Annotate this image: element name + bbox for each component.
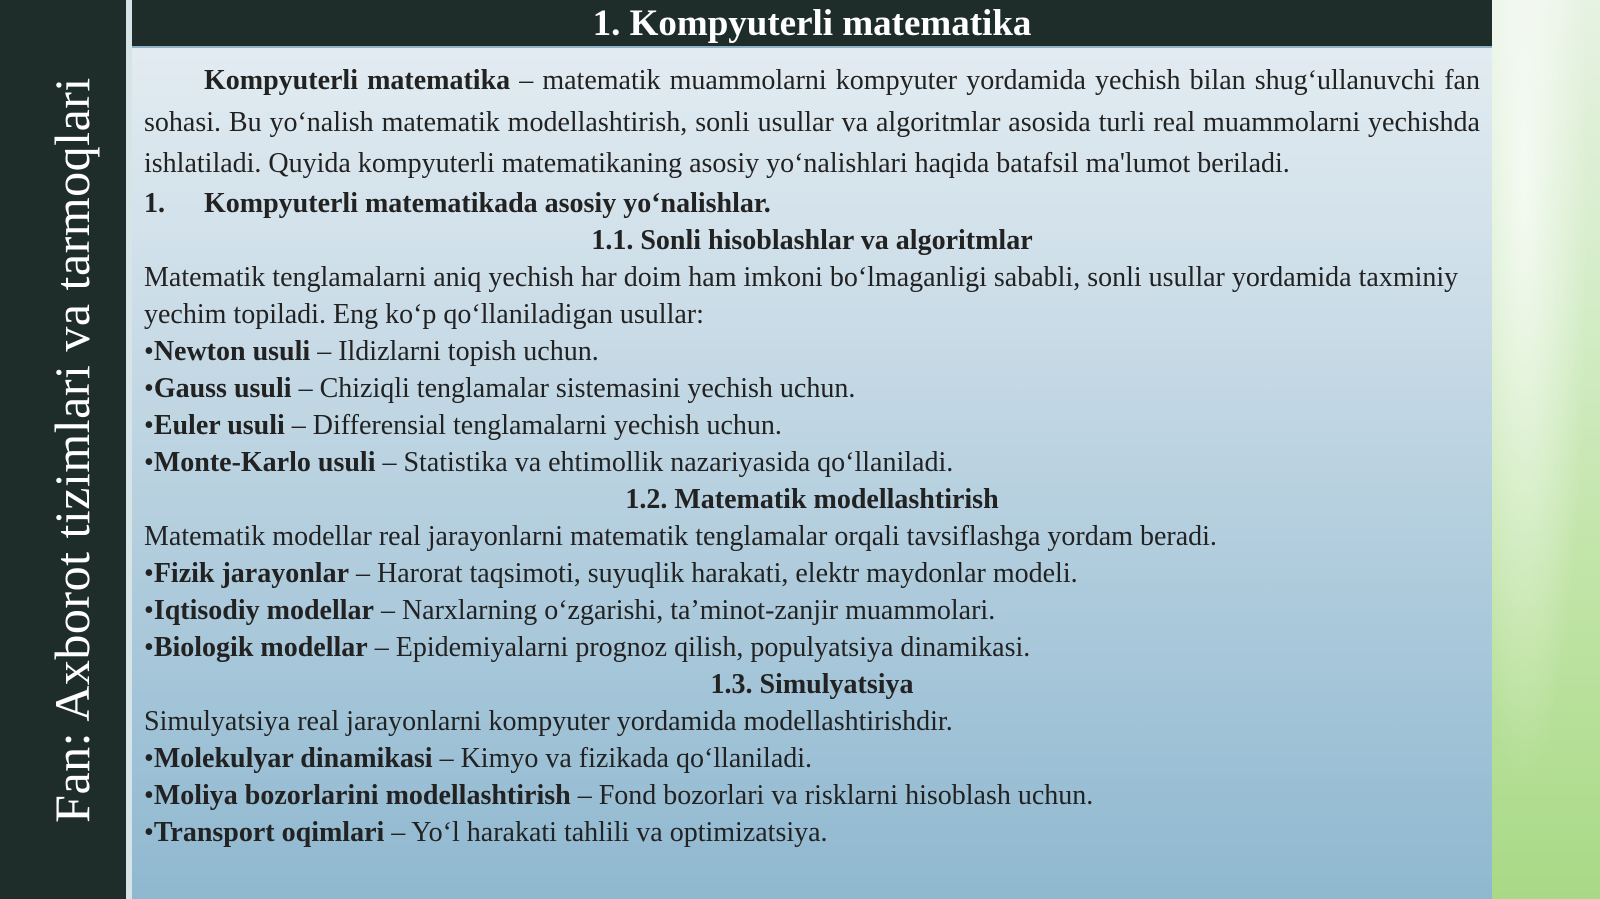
list-item-desc: – Harorat taqsimoti, suyuqlik harakati, elektr maydonlar modeli. — [349, 557, 1078, 589]
bullet-icon: • — [144, 557, 154, 589]
list-item-term: Fizik jarayonlar — [153, 557, 350, 589]
bullet-icon: • — [144, 816, 154, 848]
list-item-desc: – Statistika va ehtimollik nazariyasida qo‘llaniladi. — [375, 446, 954, 478]
section-number: 1. — [144, 187, 165, 219]
list-item-term: Gauss usuli — [153, 372, 292, 404]
intro-term: Kompyuterli matematika — [204, 65, 511, 96]
list-item — [144, 629, 1480, 666]
list-item — [144, 444, 1480, 481]
slide — [132, 0, 1492, 899]
list-item-desc: – Kimyo va fizikada qo‘llaniladi. — [432, 742, 813, 774]
list-item-desc: – Narxlarning o‘zgarishi, ta’minot-zanjir muammolari. — [373, 594, 996, 626]
subsection-text-3: Simulyatsiya real jarayonlarni kompyuter yordamida modellashtirishdir. — [144, 705, 953, 737]
intro-paragraph — [144, 60, 1480, 185]
bullet-icon: • — [144, 742, 154, 774]
list-item-term: Moliya bozorlarini modellashtirish — [153, 779, 571, 811]
list-item — [144, 370, 1480, 407]
list-item-term: Euler usuli — [153, 409, 285, 441]
list-item — [144, 407, 1480, 444]
subsection-heading-1: 1.1. Sonli hisoblashlar va algoritmlar — [591, 224, 1033, 256]
bullet-icon: • — [144, 335, 154, 367]
list-item — [144, 333, 1480, 370]
bullet-icon: • — [144, 372, 154, 404]
list-item — [144, 740, 1480, 777]
list-item-desc: – Differensial tenglamalarni yechish uchun. — [284, 409, 782, 441]
bullet-icon: • — [144, 409, 154, 441]
decorative-panel — [1492, 0, 1600, 899]
list-item-desc: – Ildizlarni topish uchun. — [310, 335, 599, 367]
list-item — [144, 777, 1480, 814]
list-item-term: Biologik modellar — [153, 631, 368, 663]
bullet-icon: • — [144, 446, 154, 478]
list-item — [144, 555, 1480, 592]
bullet-icon: • — [144, 631, 154, 663]
list-item-term: Newton usuli — [153, 335, 311, 367]
list-item-term: Molekulyar dinamikasi — [153, 742, 433, 774]
list-item-term: Transport oqimlari — [153, 816, 385, 848]
slide-content — [144, 60, 1480, 851]
sidebar — [0, 0, 126, 899]
list-item-desc: – Fond bozorlari va risklarni hisoblash uchun. — [570, 779, 1094, 811]
list-item-term: Monte-Karlo usuli — [153, 446, 376, 478]
subsection-text-2: Matematik modellar real jarayonlarni matematik tenglamalar orqali tavsiflashga yordam beradi. — [144, 520, 1217, 552]
course-label: Fan: Axborot tizimlari va tarmoqlari — [44, 77, 100, 823]
section-heading — [144, 185, 1480, 222]
list-item — [144, 814, 1480, 851]
list-item-desc: – Yo‘l harakati tahlili va optimizatsiya. — [384, 816, 828, 848]
intro-text: – matematik muammolarni kompyuter yordamida yechish bilan shug‘ullanuvchi fan sohasi. Bu yo‘nalish matematik modellashtirish, sonli usullar va algoritmlar asosida turli real muammolarni yechishda ishlatiladi. Quyida kompyuterli matematikaning asosiy yo‘nalishlari haqida batafsil ma'lumot beriladi. — [144, 65, 1480, 179]
section-title: Kompyuterli matematikada asosiy yo‘nalishlar. — [204, 187, 771, 219]
subsection-heading-2: 1.2. Matematik modellashtirish — [625, 483, 999, 515]
decorative-glow — [1492, 0, 1600, 899]
subsection-heading-3: 1.3. Simulyatsiya — [710, 668, 914, 700]
list-item-desc: – Epidemiyalarni prognoz qilish, populyatsiya dinamikasi. — [367, 631, 1031, 663]
list-item — [144, 592, 1480, 629]
list-item-desc: – Chiziqli tenglamalar sistemasini yechish uchun. — [291, 372, 856, 404]
bullet-icon: • — [144, 594, 154, 626]
bullet-icon: • — [144, 779, 154, 811]
title-bar — [132, 0, 1492, 48]
subsection-text-1: Matematik tenglamalarni aniq yechish har doim ham imkoni bo‘lmaganligi sababli, sonli usullar yordamida taxminiy yechim topiladi. Eng ko‘p qo‘llaniladigan usullar: — [144, 261, 1459, 330]
list-item-term: Iqtisodiy modellar — [153, 594, 374, 626]
slide-title: 1. Kompyuterli matematika — [592, 2, 1032, 44]
